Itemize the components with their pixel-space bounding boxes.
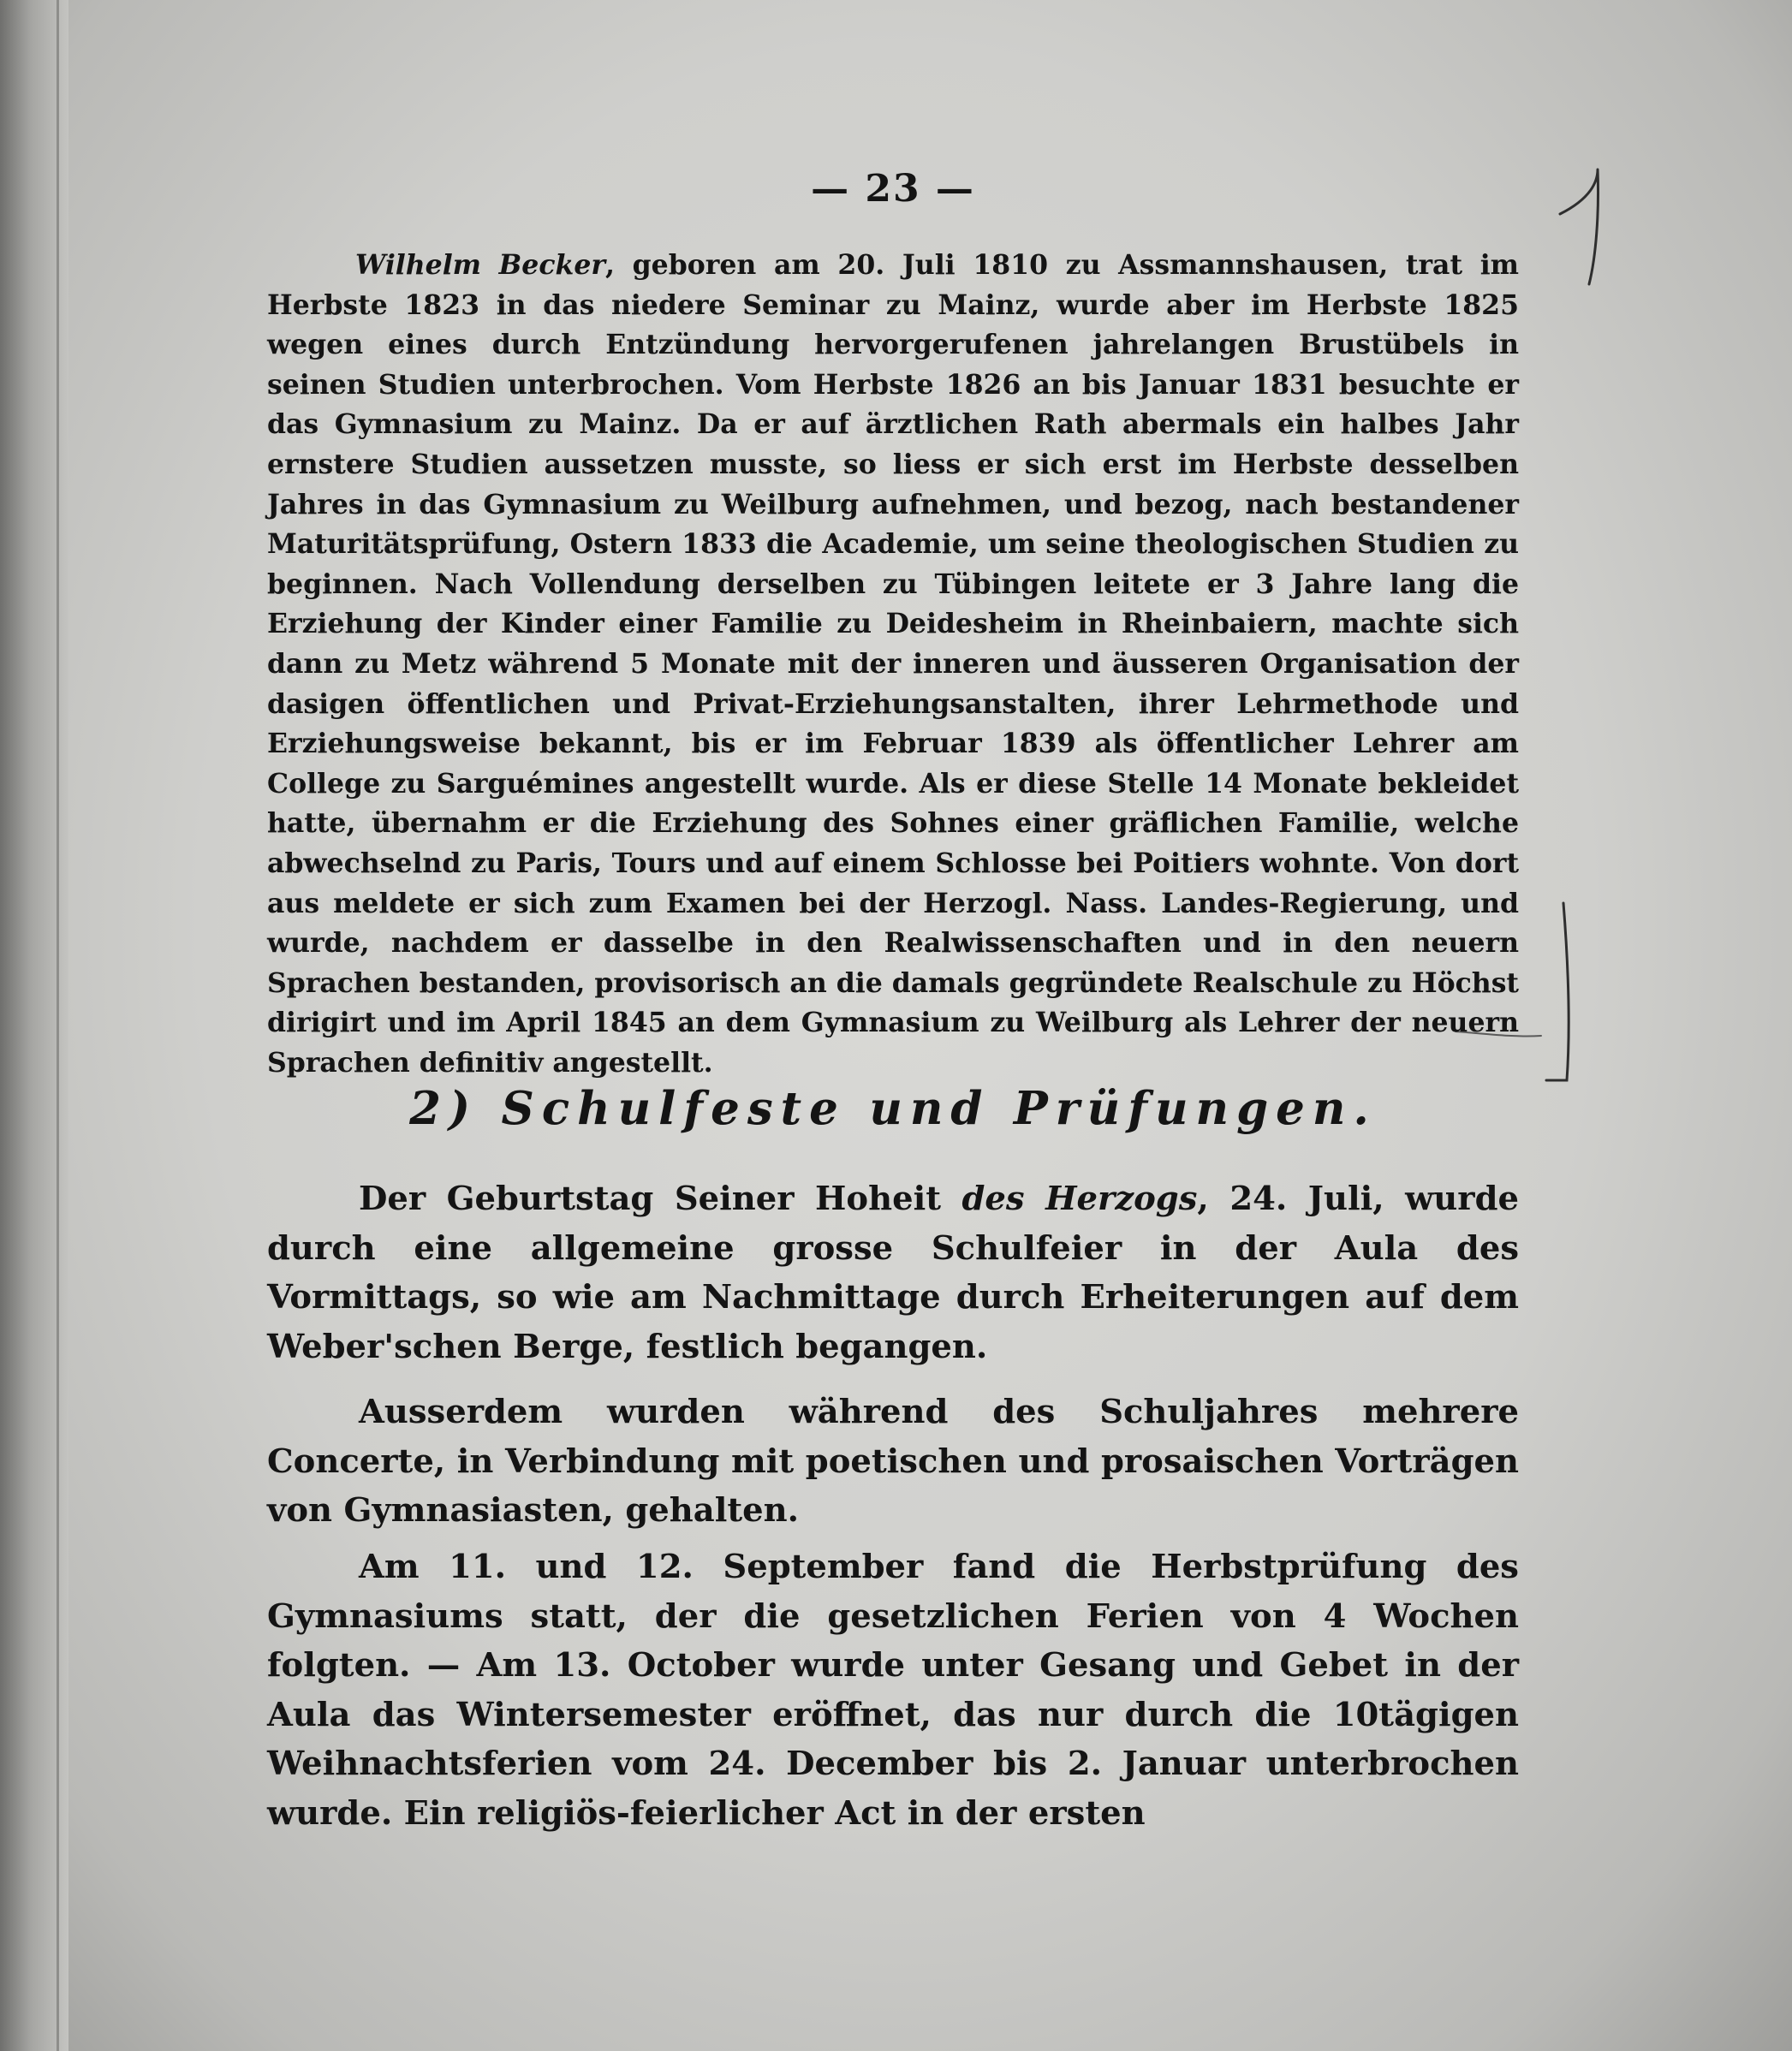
paragraph-concerts: Ausserdem wurden während des Schuljahres mehrere Concerte, in Verbindung mit poetischen und prosaischen Vorträgen von Gymnasiasten, gehalten. xyxy=(267,1393,1519,1530)
paragraph-examinations: Am 11. und 12. September fand die Herbstprüfung des Gymnasiums statt, der die gesetzlichen Ferien von 4 Wochen folgten. — Am 13. October wurde unter Gesang und Gebet in der Aula das Wintersemester eröffnet, das nur durch die 10tägigen Weihnachtsferien vom 24. December bis 2. Januar unterbrochen wurde. Ein religiös-feierlicher Act in der ersten xyxy=(267,1548,1519,1833)
paragraph-birthday-start: Der Geburtstag Seiner Hoheit xyxy=(359,1180,962,1218)
biography-text: , geboren am 20. Juli 1810 zu Assmannshausen, trat im Herbste 1823 in das niedere Seminar zu Mainz, wurde aber im Herbste 1825 wegen eines durch Entzündung hervorgerufenen jahrelangen Brustübels in seinen Studien unterbrochen. Vom Herbste 1826 an bis Januar 1831 besuchte er das Gymnasium zu Mainz. Da er auf ärztlichen Rath abermals ein halbes Jahr ernstere Studien aussetzen musste, so liess er sich erst im Herbste desselben Jahres in das Gymnasium zu Weilburg aufnehmen, und bezog, nach bestandener Maturitätsprüfung, Ostern 1833 die Academie, um seine theologischen Studien zu beginnen. Nach Vollendung derselben zu Tübingen leitete er 3 Jahre lang die Erziehung der Kinder einer Familie zu Deidesheim in Rheinbaiern, machte sich dann zu Metz während 5 Monate mit der inneren und äusseren Organisation der dasigen öffentlichen und Privat-Erziehungsanstalten, ihrer Lehrmethode und Erziehungsweise bekannt, bis er im Februar 1839 als öffentlicher Lehrer am College zu Sarguémines angestellt wurde. Als er diese Stelle 14 Monate bekleidet hatte, übernahm er die Erziehung des Sohnes einer gräflichen Familie, welche abwechselnd zu Paris, Tours und auf einem Schlosse bei Poitiers wohnte. Von dort aus meldete er sich zum Examen bei der Herzogl. Nass. Landes-Regierung, und wurde, nachdem er dasselbe in den Realwissenschaften und in den neuern Sprachen bestanden, provisorisch an die damals gegründete Realschule zu Höchst dirigirt und im April 1845 an dem Gymnasium zu Weilburg als Lehrer der neuern Sprachen definitiv angestellt. xyxy=(267,249,1519,1079)
biography-name: Wilhelm Becker xyxy=(355,249,605,281)
paragraph-birthday-end: , 24. Juli, wurde durch eine allgemeine grosse Schulfeier in der Aula des Vormittags, so wie am Nachmittage durch Erheiterungen auf dem Weber'schen Berge, festlich begangen. xyxy=(267,1180,1519,1366)
paragraph-birthday-emphasis: des Herzogs xyxy=(961,1180,1198,1218)
page-number: — 23 — xyxy=(811,167,975,211)
paragraph-birthday xyxy=(267,1174,1519,1371)
biography-paragraph xyxy=(267,246,1519,1083)
section-heading: 2) Schulfeste und Prüfungen. xyxy=(409,1082,1377,1135)
